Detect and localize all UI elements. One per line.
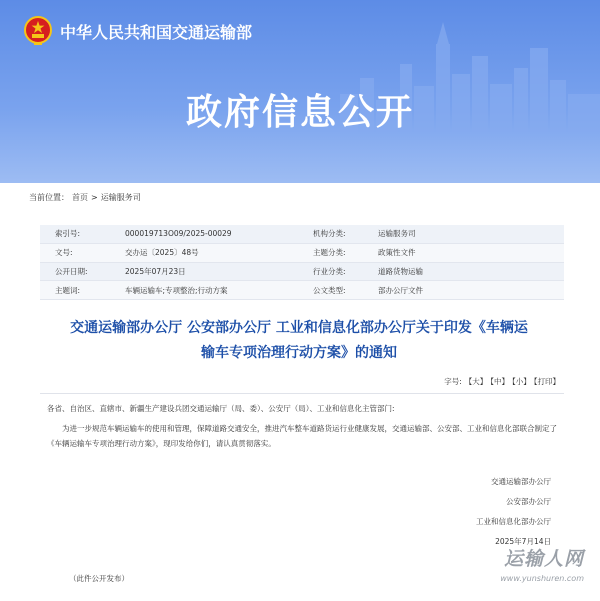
info-label: 主题分类:: [298, 243, 363, 262]
body-paragraph: 为进一步规范车辆运输车的使用和管理，保障道路交通安全，推进汽车整车道路货运行业健康发展，交通运输部、公安部、工业和信息化部联合制定了《车辆运输车专项治理行动方案》，现印发给你们，请认真贯彻落实。: [47, 424, 557, 448]
info-value: 车辆运输车;专项整治;行动方案: [110, 281, 298, 300]
signer: 交通运输部办公厅: [491, 477, 551, 486]
salutation: 各省、自治区、直辖市、新疆生产建设兵团交通运输厅（局、委）、公安厅（局）、工业和信息化主管部门:: [47, 404, 395, 413]
info-value: 政策性文件: [363, 243, 564, 262]
font-size-controls: [441, 376, 560, 387]
document-title-line: 交通运输部办公厅 公安部办公厅 工业和信息化部办公厅关于印发《车辆运: [70, 320, 528, 336]
info-label: 索引号:: [40, 225, 110, 243]
info-row: [40, 243, 564, 262]
info-value: 2025年07月23日: [110, 262, 298, 281]
document-title-line: 输车专项治理行动方案》的通知: [201, 345, 397, 361]
national-emblem-icon: [24, 16, 52, 46]
watermark-brand: 运输人网: [503, 548, 584, 570]
info-value: 部办公厅文件: [363, 281, 564, 300]
content-panel: [17, 183, 583, 601]
publish-note: （此件公开发布）: [69, 574, 129, 583]
banner-title: 政府信息公开: [185, 91, 414, 133]
document-info-table: [40, 225, 564, 300]
info-label: 机构分类:: [298, 225, 363, 243]
info-value: 交办运〔2025〕48号: [110, 243, 298, 262]
breadcrumb-current[interactable]: 运输服务司: [100, 193, 141, 202]
sign-date: 2025年7月14日: [495, 537, 551, 546]
font-large-button[interactable]: 【大】: [464, 377, 488, 386]
ministry-name: 中华人民共和国交通运输部: [60, 22, 253, 42]
info-value: 000019713O09/2025-00029: [110, 225, 298, 243]
info-value: 道路货物运输: [363, 262, 564, 281]
info-value: 运输服务司: [363, 225, 564, 243]
header-banner: [0, 0, 600, 183]
info-row: [40, 281, 564, 300]
info-label: 公开日期:: [40, 262, 110, 281]
info-label: 主题词:: [40, 281, 110, 300]
info-label: 公文类型:: [298, 281, 363, 300]
watermark: [484, 544, 584, 583]
watermark-url: www.yunshuren.com: [500, 574, 584, 583]
signer: 公安部办公厅: [506, 497, 551, 506]
info-row: [40, 225, 564, 243]
divider: [40, 393, 564, 394]
font-size-label: 字号:: [444, 377, 462, 386]
font-medium-button[interactable]: 【中】: [490, 377, 509, 386]
breadcrumb-separator: >: [91, 193, 98, 202]
breadcrumb-home-link[interactable]: 首页: [72, 193, 88, 202]
info-label: 文号:: [40, 243, 110, 262]
print-button[interactable]: 【打印】: [533, 377, 560, 386]
breadcrumb-prefix: 当前位置：: [29, 193, 69, 202]
info-label: 行业分类:: [298, 262, 363, 281]
breadcrumb: [29, 192, 144, 203]
signer: 工业和信息化部办公厅: [476, 517, 551, 526]
info-row: [40, 262, 564, 281]
document-title: [39, 316, 559, 366]
site-logo[interactable]: [24, 16, 252, 46]
font-small-button[interactable]: 【小】: [512, 377, 531, 386]
